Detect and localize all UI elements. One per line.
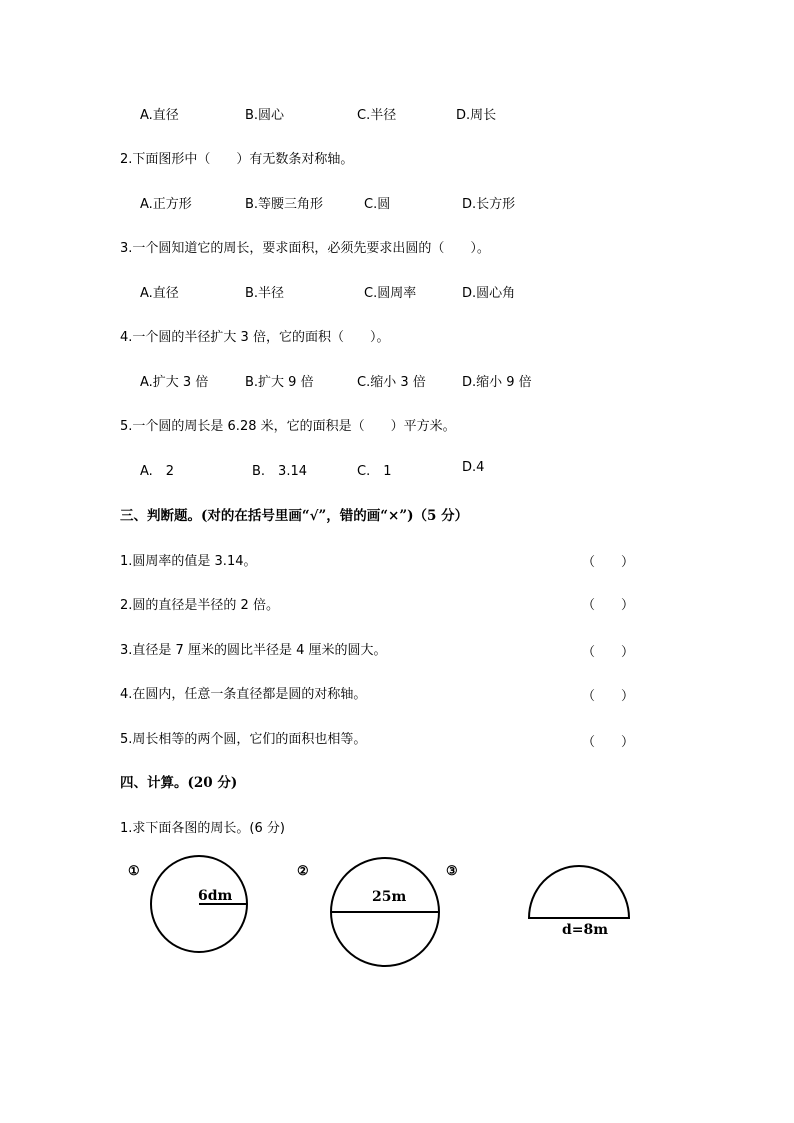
q3-option-b: B.半径 [245, 286, 285, 301]
figure-3-label: d=8m [562, 922, 609, 938]
judge-blank-5[interactable]: （ ） [582, 735, 635, 750]
q3-option-a: A.直径 [140, 286, 179, 301]
section-three-title: 三、判断题。(对的在括号里画“√”，错的画“×”)（5 分） [120, 508, 469, 524]
q2-option-d: D.长方形 [462, 197, 516, 212]
question-5: 5.一个圆的周长是 6.28 米，它的面积是（ ）平方米。 [120, 419, 456, 434]
question-3: 3.一个圆知道它的周长，要求面积，必须先要求出圆的（ ）。 [120, 241, 490, 256]
figure-3-semicircle [529, 866, 629, 918]
q5-option-d: D.4 [462, 460, 485, 475]
circle-figures [0, 850, 794, 980]
question-2: 2.下面图形中（ ）有无数条对称轴。 [120, 152, 354, 167]
q1-option-a: A.直径 [140, 108, 179, 123]
judge-item-2: 2.圆的直径是半径的 2 倍。 [120, 598, 279, 613]
q4-option-a: A.扩大 3 倍 [140, 375, 209, 390]
q5-option-b: B. 3.14 [252, 464, 307, 479]
question-4: 4.一个圆的半径扩大 3 倍，它的面积（ ）。 [120, 330, 390, 345]
figure-3-marker: ③ [446, 864, 458, 879]
section-four-title: 四、计算。(20 分) [120, 775, 238, 791]
q2-option-c: C.圆 [364, 197, 391, 212]
q3-option-d: D.圆心角 [462, 286, 516, 301]
q2-option-a: A.正方形 [140, 197, 192, 212]
q4-option-d: D.缩小 9 倍 [462, 375, 532, 390]
calc-sub-question-1: 1.求下面各图的周长。(6 分) [120, 821, 285, 836]
q2-option-b: B.等腰三角形 [245, 197, 324, 212]
q4-option-c: C.缩小 3 倍 [357, 375, 426, 390]
q1-option-d: D.周长 [456, 108, 497, 123]
q1-option-b: B.圆心 [245, 108, 285, 123]
judge-item-1: 1.圆周率的值是 3.14。 [120, 554, 257, 569]
q5-option-a: A. 2 [140, 464, 175, 479]
judge-blank-4[interactable]: （ ） [582, 689, 635, 704]
q3-option-c: C.圆周率 [364, 286, 417, 301]
figure-2-label: 25m [372, 889, 407, 905]
judge-blank-2[interactable]: （ ） [582, 598, 635, 613]
judge-item-5: 5.周长相等的两个圆，它们的面积也相等。 [120, 732, 367, 747]
figure-1-label: 6dm [198, 888, 233, 904]
figure-1-marker: ① [128, 864, 140, 879]
judge-blank-1[interactable]: （ ） [582, 555, 635, 570]
q1-option-c: C.半径 [357, 108, 397, 123]
q4-option-b: B.扩大 9 倍 [245, 375, 314, 390]
figure-2-marker: ② [297, 864, 309, 879]
judge-blank-3[interactable]: （ ） [582, 645, 635, 660]
q5-option-c: C. 1 [357, 464, 392, 479]
judge-item-4: 4.在圆内，任意一条直径都是圆的对称轴。 [120, 687, 367, 702]
judge-item-3: 3.直径是 7 厘米的圆比半径是 4 厘米的圆大。 [120, 643, 387, 658]
